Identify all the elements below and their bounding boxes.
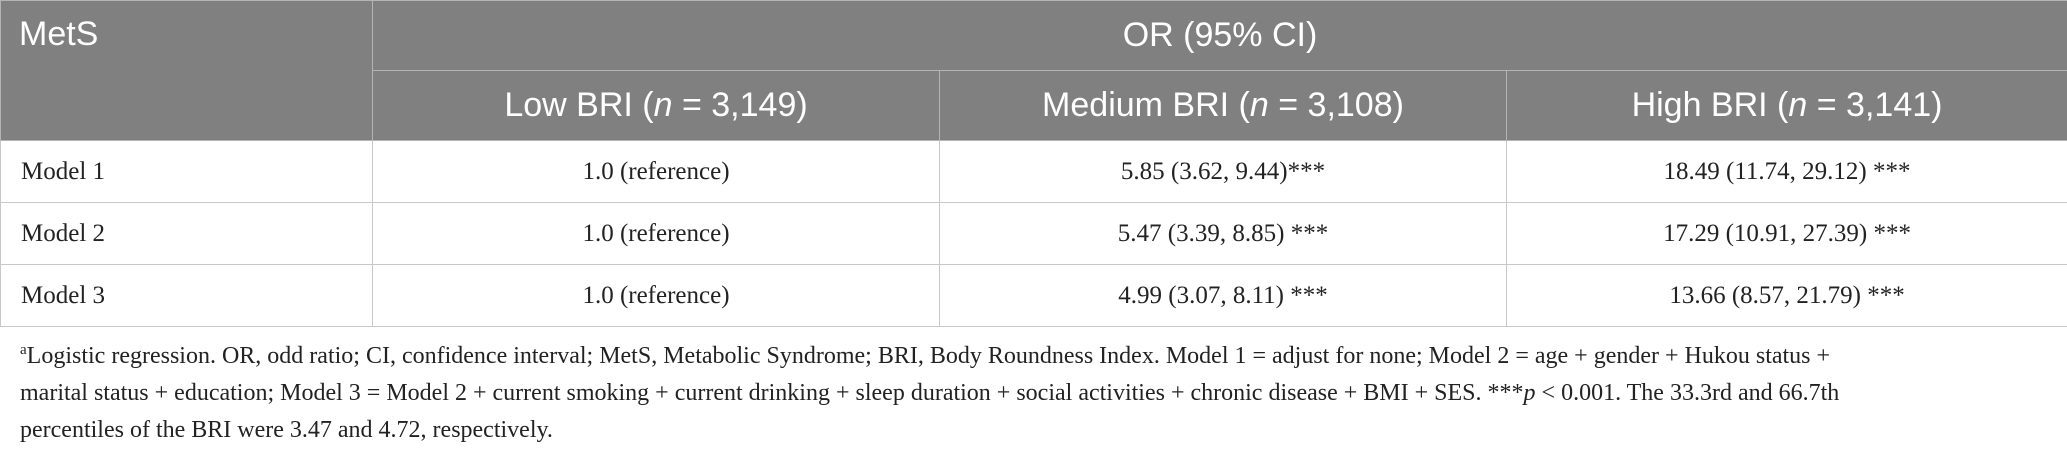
high-bri-cell: 13.66 (8.57, 21.79) *** bbox=[1507, 265, 2067, 327]
high-bri-cell: 18.49 (11.74, 29.12) *** bbox=[1507, 141, 2067, 203]
footnote-line-2: marital status + education; Model 3 = Model 2 + current smoking + current drinking + sleep duration + social activities + chronic disease + BMI + SES. ***p < 0.001. The 33.3rd and 66.7th bbox=[20, 380, 1840, 406]
low-bri-cell: 1.0 (reference) bbox=[373, 141, 940, 203]
medium-bri-cell: 5.85 (3.62, 9.44)*** bbox=[940, 141, 1507, 203]
footnote-marker: a bbox=[20, 342, 27, 358]
model-label: Model 2 bbox=[1, 203, 373, 265]
table-row bbox=[1, 141, 2067, 203]
high-bri-header: High BRI (n = 3,141) bbox=[1507, 71, 2067, 141]
low-bri-cell: 1.0 (reference) bbox=[373, 203, 940, 265]
model-label: Model 3 bbox=[1, 265, 373, 327]
footnote-line-3: percentiles of the BRI were 3.47 and 4.72, respectively. bbox=[20, 417, 553, 443]
medium-bri-cell: 4.99 (3.07, 8.11) *** bbox=[940, 265, 1507, 327]
low-bri-cell: 1.0 (reference) bbox=[373, 265, 940, 327]
low-bri-header: Low BRI (n = 3,149) bbox=[373, 71, 940, 141]
header-row-1 bbox=[1, 1, 2067, 71]
model-label: Model 1 bbox=[1, 141, 373, 203]
or-ci-header: OR (95% CI) bbox=[373, 1, 2067, 71]
table-row bbox=[1, 265, 2067, 327]
medium-bri-header: Medium BRI (n = 3,108) bbox=[940, 71, 1507, 141]
footnote-line-1: $^a$Logistic regression. OR, odd ratio; CI, confidence interval; MetS, Metabolic Syndrome; BRI, Body Roundness Index. Model 1 = adjust for none; Model 2 = age + gender + Hukou status + bbox=[20, 342, 1831, 369]
medium-bri-cell: 5.47 (3.39, 8.85) *** bbox=[940, 203, 1507, 265]
table-footnote bbox=[20, 338, 2050, 449]
table-row bbox=[1, 203, 2067, 265]
high-bri-cell: 17.29 (10.91, 27.39) *** bbox=[1507, 203, 2067, 265]
mets-header: MetS bbox=[1, 1, 373, 141]
